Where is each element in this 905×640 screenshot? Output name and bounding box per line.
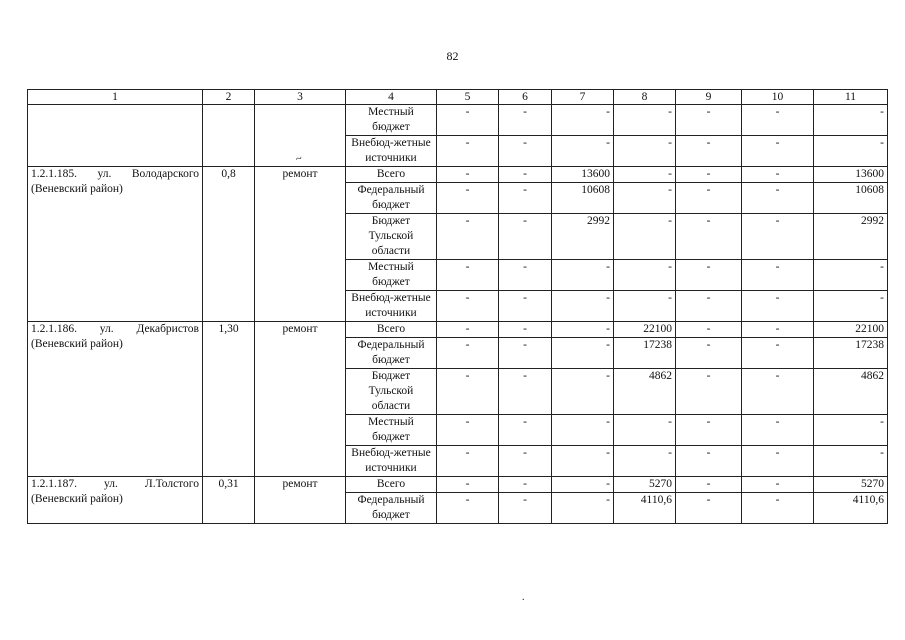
blank-length-cell — [203, 105, 255, 167]
value-cell: - — [437, 105, 499, 136]
blank-code-cell — [28, 105, 203, 167]
value-cell: 13600 — [552, 167, 614, 183]
value-cell: - — [742, 183, 814, 214]
value-cell: - — [814, 415, 888, 446]
value-cell: - — [676, 446, 742, 477]
value-cell: - — [499, 291, 552, 322]
value-cell: - — [676, 260, 742, 291]
value-cell: - — [552, 493, 614, 524]
value-cell: - — [742, 136, 814, 167]
value-cell: - — [614, 291, 676, 322]
value-cell: - — [437, 338, 499, 369]
value-cell: - — [742, 260, 814, 291]
column-header: 1 — [28, 90, 203, 105]
value-cell: - — [499, 415, 552, 446]
value-cell: - — [437, 260, 499, 291]
column-header: 8 — [614, 90, 676, 105]
value-cell: - — [552, 136, 614, 167]
value-cell: - — [676, 493, 742, 524]
value-cell: - — [676, 105, 742, 136]
table-row — [28, 167, 888, 183]
value-cell: - — [499, 493, 552, 524]
value-cell: - — [499, 446, 552, 477]
value-cell: - — [437, 214, 499, 260]
value-cell: - — [742, 167, 814, 183]
value-cell: - — [742, 477, 814, 493]
value-cell: - — [437, 477, 499, 493]
value-cell: - — [676, 214, 742, 260]
length-cell: 1,30 — [203, 322, 255, 477]
value-cell: - — [676, 369, 742, 415]
object-name-cell: 1.2.1.186. ул. Декабристов (Веневский район) — [28, 322, 203, 477]
source-cell: Всего — [346, 477, 437, 493]
value-cell: - — [499, 105, 552, 136]
source-cell: Федеральный бюджет — [346, 183, 437, 214]
value-cell: - — [437, 136, 499, 167]
value-cell: - — [614, 415, 676, 446]
value-cell: - — [614, 214, 676, 260]
value-cell: - — [437, 291, 499, 322]
value-cell: 4862 — [614, 369, 676, 415]
value-cell: 4862 — [814, 369, 888, 415]
value-cell: 5270 — [814, 477, 888, 493]
value-cell: 5270 — [614, 477, 676, 493]
value-cell: - — [499, 167, 552, 183]
value-cell: - — [614, 446, 676, 477]
table-row — [28, 322, 888, 338]
value-cell: - — [614, 105, 676, 136]
value-cell: - — [676, 291, 742, 322]
header-row — [28, 90, 888, 105]
continuation-mark: ~ — [294, 152, 304, 166]
value-cell: - — [676, 477, 742, 493]
value-cell: - — [499, 214, 552, 260]
value-cell: - — [742, 105, 814, 136]
value-cell: - — [742, 369, 814, 415]
value-cell: - — [614, 167, 676, 183]
value-cell: - — [437, 446, 499, 477]
value-cell: - — [676, 415, 742, 446]
table-row — [28, 477, 888, 493]
value-cell: - — [499, 338, 552, 369]
footer-mark: . — [522, 592, 525, 603]
value-cell: - — [676, 136, 742, 167]
column-header: 9 — [676, 90, 742, 105]
value-cell: - — [676, 167, 742, 183]
value-cell: - — [676, 322, 742, 338]
value-cell: - — [614, 183, 676, 214]
value-cell: - — [437, 167, 499, 183]
value-cell: - — [814, 105, 888, 136]
column-header: 6 — [499, 90, 552, 105]
value-cell: - — [614, 136, 676, 167]
value-cell: - — [552, 415, 614, 446]
source-cell: Бюджет Тульской области — [346, 214, 437, 260]
value-cell: 2992 — [552, 214, 614, 260]
value-cell: - — [676, 183, 742, 214]
value-cell: - — [499, 183, 552, 214]
value-cell: - — [437, 369, 499, 415]
source-cell: Внебюд-жетные источники — [346, 446, 437, 477]
budget-table — [27, 89, 888, 524]
table-row — [28, 105, 888, 136]
column-header: 3 — [255, 90, 346, 105]
value-cell: 10608 — [552, 183, 614, 214]
value-cell: - — [814, 291, 888, 322]
value-cell: - — [499, 136, 552, 167]
page-number: 82 — [446, 49, 459, 63]
value-cell: 17238 — [814, 338, 888, 369]
value-cell: - — [814, 260, 888, 291]
value-cell: - — [437, 493, 499, 524]
source-cell: Внебюд-жетные источники — [346, 291, 437, 322]
value-cell: 13600 — [814, 167, 888, 183]
value-cell: - — [742, 493, 814, 524]
value-cell: - — [437, 183, 499, 214]
length-cell: 0,31 — [203, 477, 255, 524]
value-cell: - — [499, 477, 552, 493]
work-type-cell: ремонт — [255, 322, 346, 477]
value-cell: - — [437, 415, 499, 446]
column-header: 5 — [437, 90, 499, 105]
value-cell: - — [814, 446, 888, 477]
object-name-cell: 1.2.1.187. ул. Л.Толстого (Веневский район) — [28, 477, 203, 524]
source-cell: Местный бюджет — [346, 415, 437, 446]
value-cell: 4110,6 — [614, 493, 676, 524]
value-cell: - — [742, 291, 814, 322]
column-header: 7 — [552, 90, 614, 105]
value-cell: 17238 — [614, 338, 676, 369]
value-cell: - — [552, 105, 614, 136]
value-cell: - — [499, 260, 552, 291]
value-cell: 4110,6 — [814, 493, 888, 524]
value-cell: - — [742, 446, 814, 477]
value-cell: - — [552, 369, 614, 415]
source-cell: Федеральный бюджет — [346, 338, 437, 369]
work-type-cell: ремонт — [255, 167, 346, 322]
value-cell: 22100 — [814, 322, 888, 338]
object-name-cell: 1.2.1.185. ул. Володарского (Веневский район) — [28, 167, 203, 322]
value-cell: - — [614, 260, 676, 291]
value-cell: - — [552, 322, 614, 338]
value-cell: - — [552, 477, 614, 493]
value-cell: - — [552, 338, 614, 369]
source-cell: Всего — [346, 167, 437, 183]
source-cell: Внебюд-жетные источники — [346, 136, 437, 167]
value-cell: - — [499, 322, 552, 338]
column-header: 2 — [203, 90, 255, 105]
value-cell: 2992 — [814, 214, 888, 260]
value-cell: - — [552, 446, 614, 477]
value-cell: - — [742, 415, 814, 446]
value-cell: - — [814, 136, 888, 167]
column-header: 4 — [346, 90, 437, 105]
column-header: 10 — [742, 90, 814, 105]
source-cell: Всего — [346, 322, 437, 338]
source-cell: Федеральный бюджет — [346, 493, 437, 524]
value-cell: - — [437, 322, 499, 338]
value-cell: - — [552, 260, 614, 291]
value-cell: - — [552, 291, 614, 322]
value-cell: - — [742, 322, 814, 338]
value-cell: - — [499, 369, 552, 415]
value-cell: - — [742, 338, 814, 369]
source-cell: Местный бюджет — [346, 105, 437, 136]
value-cell: 22100 — [614, 322, 676, 338]
value-cell: - — [676, 338, 742, 369]
value-cell: 10608 — [814, 183, 888, 214]
work-type-cell: ремонт — [255, 477, 346, 524]
source-cell: Бюджет Тульской области — [346, 369, 437, 415]
column-header: 11 — [814, 90, 888, 105]
length-cell: 0,8 — [203, 167, 255, 322]
value-cell: - — [742, 214, 814, 260]
source-cell: Местный бюджет — [346, 260, 437, 291]
